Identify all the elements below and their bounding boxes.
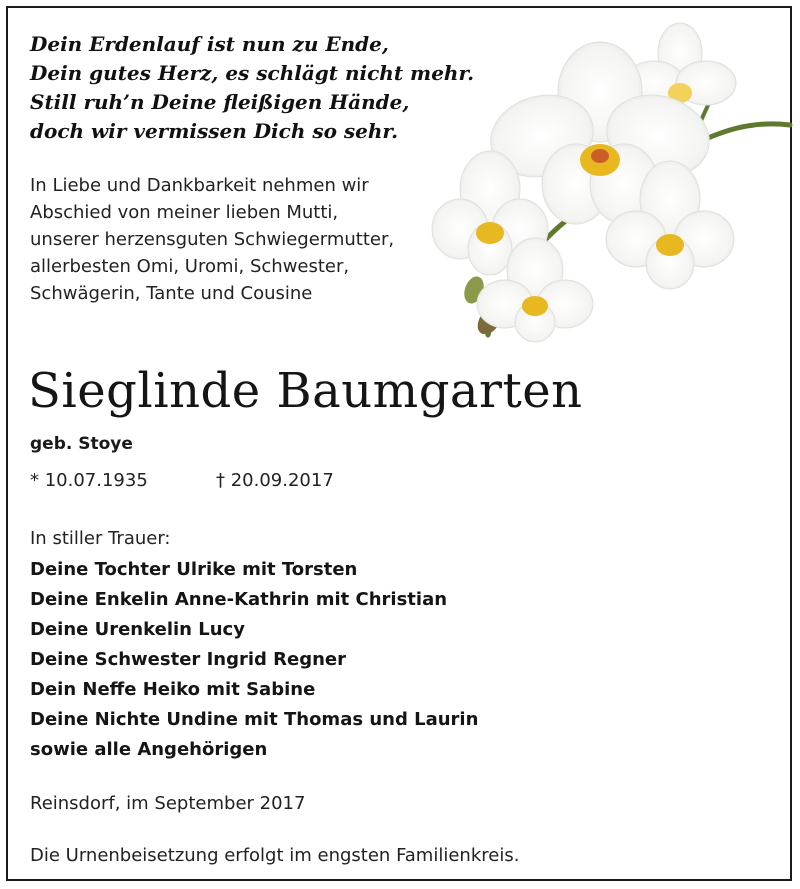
maiden-name: geb. Stoye (30, 434, 133, 454)
place-date: Reinsdorf, im September 2017 (30, 793, 306, 814)
mourner-item: Deine Nichte Undine mit Thomas und Laurin (30, 709, 479, 730)
deceased-name: Sieglinde Baumgarten (28, 363, 583, 419)
mourner-item: Deine Tochter Ulrike mit Torsten (30, 559, 358, 580)
mourner-item: sowie alle Angehörigen (30, 739, 268, 760)
intro-line: Schwägerin, Tante und Cousine (30, 283, 313, 304)
mourner-item: Dein Neffe Heiko mit Sabine (30, 679, 316, 700)
mourners-label: In stiller Trauer: (30, 528, 171, 549)
mourners-list (30, 555, 630, 765)
birth-date: * 10.07.1935 (30, 470, 148, 491)
poem-line: Dein Erdenlauf ist nun zu Ende, (30, 32, 389, 56)
burial-note: Die Urnenbeisetzung erfolgt im engsten Familienkreis. (30, 845, 520, 866)
poem-line: doch wir vermissen Dich so sehr. (30, 119, 399, 143)
mourner-item: Deine Enkelin Anne-Kathrin mit Christian (30, 589, 448, 610)
farewell-text (30, 172, 470, 307)
intro-line: Abschied von meiner lieben Mutti, (30, 202, 339, 223)
mourner-item: Deine Urenkelin Lucy (30, 619, 245, 640)
white-orchid-image (430, 20, 800, 350)
intro-line: In Liebe und Dankbarkeit nehmen wir (30, 175, 369, 196)
life-dates (30, 470, 430, 491)
poem-line: Dein gutes Herz, es schlägt nicht mehr. (30, 61, 475, 85)
intro-line: allerbesten Omi, Uromi, Schwester, (30, 256, 350, 277)
intro-line: unserer herzensguten Schwiegermutter, (30, 229, 395, 250)
mourner-item: Deine Schwester Ingrid Regner (30, 649, 347, 670)
death-date: † 20.09.2017 (216, 470, 334, 491)
poem-line: Still ruh’n Deine fleißigen Hände, (30, 90, 410, 114)
